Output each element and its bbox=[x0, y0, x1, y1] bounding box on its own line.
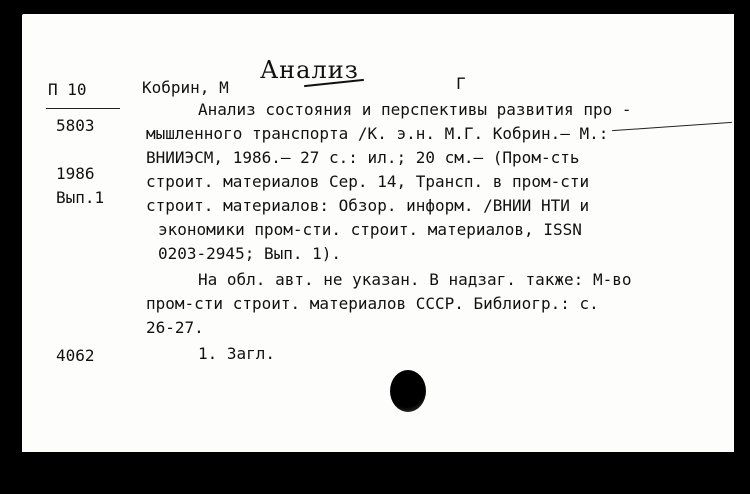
body-line: 26-27. bbox=[146, 318, 204, 337]
bottom-number: 4062 bbox=[56, 346, 95, 365]
catalog-card bbox=[22, 14, 734, 452]
body-line: Анализ состояния и перспективы развития про - bbox=[198, 100, 632, 119]
handwritten-title: Анализ bbox=[260, 56, 359, 84]
body-line: 1. Загл. bbox=[198, 344, 276, 363]
author-initial-mark: Г bbox=[456, 74, 466, 93]
index-divider bbox=[46, 108, 120, 109]
body-line: ВНИИЭСМ, 1986.— 27 с.: ил.; 20 см.— (Пром-сть bbox=[146, 148, 580, 167]
author-name: Кобрин, М bbox=[142, 78, 229, 97]
body-line: строит. материалов: Обзор. информ. /ВНИИ НТИ и bbox=[146, 196, 590, 215]
index-year: 1986 bbox=[56, 164, 95, 183]
body-line: экономики пром-сти. строит. материалов, ISSN bbox=[158, 220, 582, 239]
pen-stroke bbox=[612, 122, 732, 131]
index-issue: Вып.1 bbox=[56, 188, 105, 207]
body-line: пром-сти строит. материалов СССР. Библиогр.: с. bbox=[146, 294, 599, 313]
body-line: На обл. авт. не указан. В надзаг. также: М-во bbox=[198, 270, 632, 289]
index-number: 5803 bbox=[56, 116, 95, 135]
ink-blot bbox=[390, 370, 426, 412]
body-line: строит. материалов Сер. 14, Трансп. в пром-сти bbox=[146, 172, 590, 191]
body-line: 0203-2945; Вып. 1). bbox=[158, 244, 342, 263]
index-code: П 10 bbox=[48, 80, 87, 99]
body-line: мышленного транспорта /К. э.н. М.Г. Кобрин.— М.: bbox=[146, 124, 609, 143]
